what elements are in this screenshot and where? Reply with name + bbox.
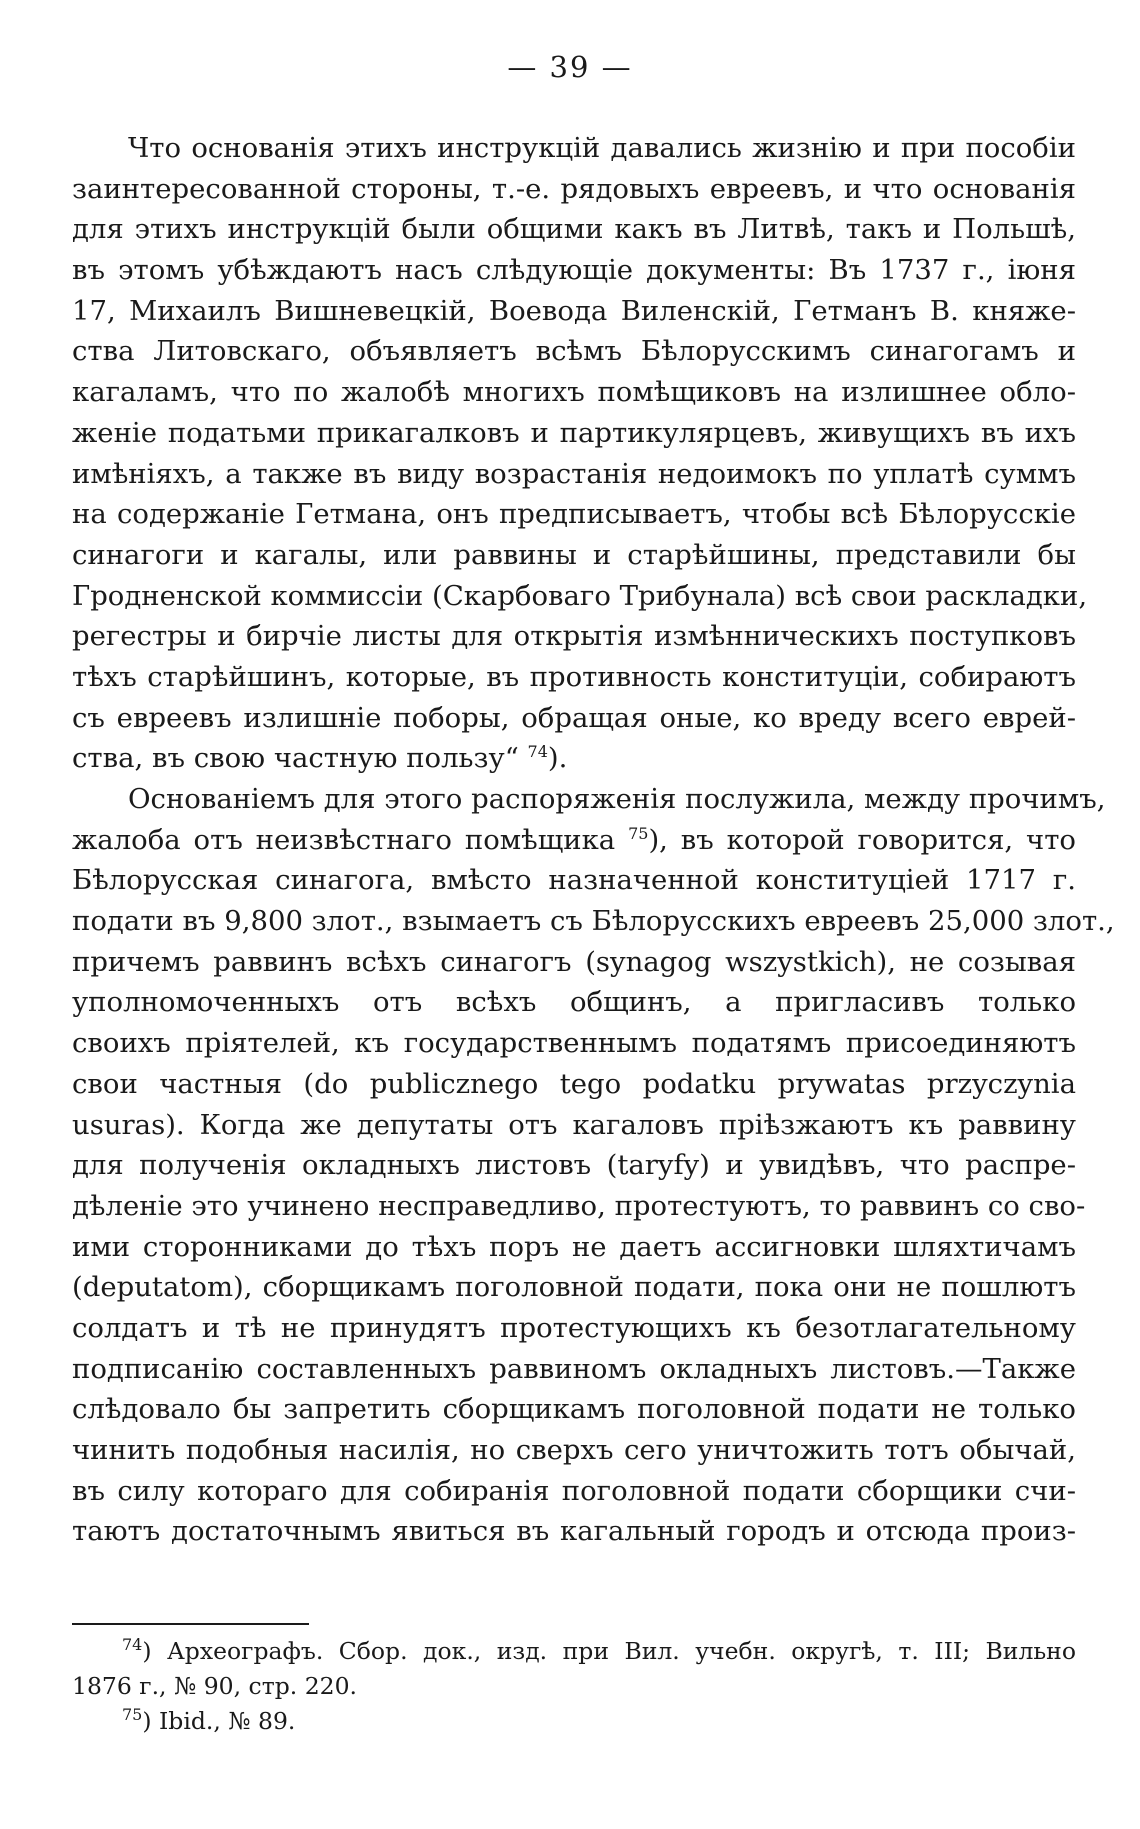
text-line: женіе податьми прикагалковъ и партикулярцевъ, живущихъ въ ихъ — [72, 416, 1076, 449]
main-text — [72, 128, 1115, 1552]
text-line: въ этомъ убѣждаютъ насъ слѣдующіе документы: Въ 1737 г., іюня — [72, 254, 1076, 287]
footnotes — [72, 1634, 1076, 1739]
text-line: Гродненской коммиссіи (Скарбоваго Трибунала) всѣ свои раскладки, — [72, 579, 1088, 612]
text-line: на содержаніе Гетмана, онъ предписываетъ, чтобы всѣ Бѣлорусскіе — [72, 498, 1076, 531]
text-line: своихъ пріятелей, къ государственнымъ податямъ присоединяютъ — [72, 1027, 1076, 1060]
footnote-marker: 74 — [122, 1635, 143, 1655]
line-tail: ), въ которой говорится, что — [648, 823, 1076, 856]
text-line: слѣдовало бы запретить сборщикамъ поголовной подати не только — [72, 1393, 1076, 1426]
text-line: съ евреевъ излишніе поборы, обращая оные, ко вреду всего еврей- — [72, 701, 1076, 734]
text-line: для этихъ инструкцій были общими какъ въ Литвѣ, такъ и Польшѣ, — [72, 213, 1076, 246]
text-line: (deputatom), сборщикамъ поголовной подати, пока они не пошлютъ — [72, 1271, 1076, 1304]
page-number: — 39 — — [507, 50, 633, 84]
text-line: Бѣлорусская синагога, вмѣсто назначенной конституціей 1717 г. — [72, 864, 1076, 897]
text-line — [72, 738, 1076, 779]
text-line: Основаніемъ для этого распоряженія послужила, между прочимъ, — [128, 783, 1106, 815]
text-line: таютъ достаточнымъ явиться въ кагальный городъ и отсюда произ- — [72, 1515, 1076, 1548]
text-line: для полученія окладныхъ листовъ (taryfy) и увидѣвъ, что распре- — [72, 1149, 1076, 1182]
text-line: подати въ 9,800 злот., взымаетъ съ Бѣлорусскихъ евреевъ 25,000 злот., — [72, 905, 1115, 938]
text-line: регестры и бирчіе листы для открытія измѣнническихъ поступковъ — [72, 620, 1076, 653]
footnote-ref[interactable]: 75 — [628, 823, 649, 843]
footnote-item — [72, 1704, 1076, 1739]
text-line: подписанію составленныхъ раввиномъ окладныхъ листовъ.—Также — [72, 1352, 1076, 1385]
text-line: дѣленіе это учинено несправедливо, протестуютъ, то раввинъ со сво- — [72, 1189, 1086, 1222]
paragraph — [72, 128, 1088, 779]
footnote-text: 1876 г., № 90, стр. 220. — [72, 1672, 358, 1700]
text-line — [72, 820, 1076, 861]
footnote-divider — [72, 1623, 309, 1625]
text-line: причемъ раввинъ всѣхъ синагогъ (synagog wszystkich), не созывая — [72, 945, 1076, 978]
line-text: ства, въ свою частную пользу“ — [72, 742, 519, 775]
line-text: жалоба отъ неизвѣстнаго помѣщика — [72, 823, 616, 856]
text-line: солдатъ и тѣ не принудятъ протестующихъ къ безотлагательному — [72, 1311, 1076, 1344]
text-line: ими сторонниками до тѣхъ поръ не даетъ ассигновки шляхтичамъ — [72, 1230, 1076, 1263]
footnote-marker: 75 — [122, 1705, 143, 1725]
text-line: кагаламъ, что по жалобѣ многихъ помѣщиковъ на излишнее обло- — [72, 376, 1076, 409]
line-tail: ). — [547, 742, 568, 775]
footnote-ref[interactable]: 74 — [527, 742, 548, 762]
footnote-text: ) Ibid., № 89. — [142, 1707, 296, 1735]
text-line: заинтересованной стороны, т.-е. рядовыхъ евреевъ, и что основанія — [72, 172, 1076, 205]
text-line: имѣніяхъ, а также въ виду возрастанія недоимокъ по уплатѣ суммъ — [72, 457, 1076, 490]
text-line: свои частныя (do publicznego tego podatku prywatas przyczynia — [72, 1067, 1076, 1100]
text-line: Что основанія этихъ инструкцій давались жизнію и при пособіи — [128, 132, 1076, 164]
paragraph — [72, 779, 1115, 1552]
text-line: 17, Михаилъ Вишневецкій, Воевода Виленскій, Гетманъ В. княже- — [72, 294, 1076, 327]
text-line: usuras). Когда же депутаты отъ кагаловъ пріѣзжаютъ къ раввину — [72, 1108, 1076, 1141]
text-line: тѣхъ старѣйшинъ, которые, въ противность конституціи, собираютъ — [72, 660, 1076, 693]
text-line: ства Литовскаго, объявляетъ всѣмъ Бѣлорусскимъ синагогамъ и — [72, 335, 1076, 368]
text-line: чинить подобныя насилія, но сверхъ сего уничтожить тотъ обычай, — [72, 1434, 1076, 1466]
footnote-text: ) Археографъ. Сбор. док., изд. при Вил. учебн. округѣ, т. III; Вильно — [142, 1637, 1076, 1665]
text-line: въ силу котораго для собиранія поголовной подати сборщики счи- — [72, 1474, 1076, 1507]
text-line: синагоги и кагалы, или раввины и старѣйшины, представили бы — [72, 538, 1076, 571]
footnote-item — [72, 1634, 1076, 1669]
text-line: уполномоченныхъ отъ всѣхъ общинъ, а пригласивъ только — [72, 986, 1076, 1019]
